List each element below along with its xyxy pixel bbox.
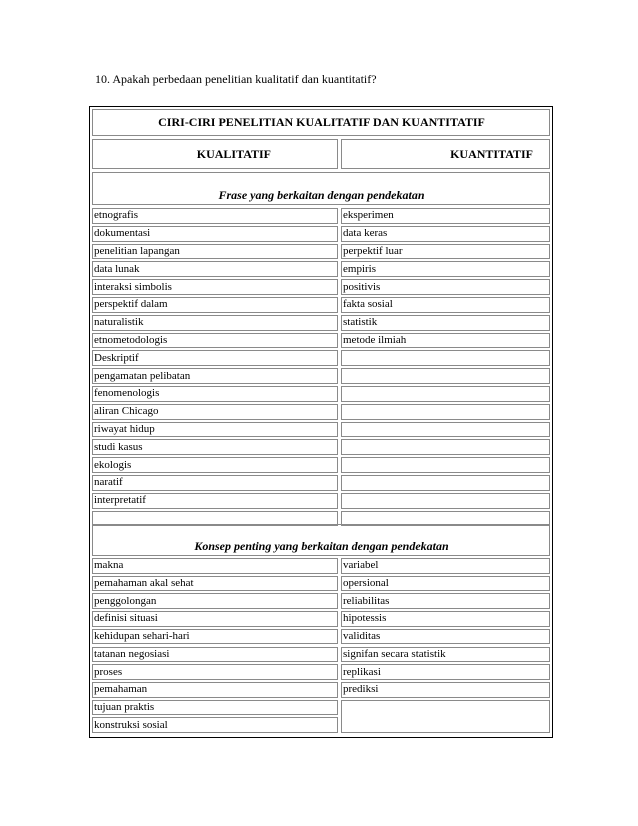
cell-kualitatif: konstruksi sosial <box>92 717 338 733</box>
section-header-row <box>92 524 550 556</box>
cell-kuantitatif <box>341 386 550 402</box>
table-row <box>92 700 550 716</box>
cell-kuantitatif <box>341 350 550 366</box>
cell-kuantitatif <box>341 368 550 384</box>
table-row <box>92 593 550 609</box>
cell-kuantitatif: variabel <box>341 558 550 574</box>
cell-kuantitatif <box>341 475 550 491</box>
table-row <box>92 457 550 473</box>
table-row <box>92 386 550 402</box>
column-header-kuantitatif: KUANTITATIF <box>341 139 550 169</box>
cell-kuantitatif: hipotessis <box>341 611 550 627</box>
table-row <box>92 629 550 645</box>
section-title-frase: Frase yang berkaitan dengan pendekatan <box>92 172 550 205</box>
cell-kualitatif: pengamatan pelibatan <box>92 368 338 384</box>
cell-kuantitatif <box>341 422 550 438</box>
cell-kualitatif: aliran Chicago <box>92 404 338 420</box>
table-row <box>92 226 550 242</box>
cell-kualitatif: data lunak <box>92 261 338 277</box>
cell-kuantitatif: opersional <box>341 576 550 592</box>
cell-kualitatif: perspektif dalam <box>92 297 338 313</box>
cell-kualitatif: Deskriptif <box>92 350 338 366</box>
cell-kuantitatif: fakta sosial <box>341 297 550 313</box>
section-header-row <box>92 172 550 205</box>
cell-kuantitatif: validitas <box>341 629 550 645</box>
cell-kualitatif: studi kasus <box>92 439 338 455</box>
table-title: CIRI-CIRI PENELITIAN KUALITATIF DAN KUANTITATIF <box>92 109 550 136</box>
table-row <box>92 350 550 366</box>
cell-kuantitatif: data keras <box>341 226 550 242</box>
table-row <box>92 493 550 509</box>
table-row <box>92 647 550 663</box>
table-row <box>92 475 550 491</box>
cell-kuantitatif <box>341 439 550 455</box>
cell-kualitatif: dokumentasi <box>92 226 338 242</box>
question-text: 10. Apakah perbedaan penelitian kualitatif dan kuantitatif? <box>95 72 377 86</box>
cell-kuantitatif: eksperimen <box>341 208 550 224</box>
cell-kualitatif: tatanan negosiasi <box>92 647 338 663</box>
table-row <box>92 261 550 277</box>
cell-kualitatif: pemahaman akal sehat <box>92 576 338 592</box>
table-row <box>92 244 550 260</box>
cell-kualitatif: tujuan praktis <box>92 700 338 716</box>
cell-kualitatif: etnografis <box>92 208 338 224</box>
cell-kuantitatif: perpektif luar <box>341 244 550 260</box>
cell-kualitatif: etnometodologis <box>92 333 338 349</box>
table-row <box>92 664 550 680</box>
cell-kualitatif: definisi situasi <box>92 611 338 627</box>
cell-kualitatif: interaksi simbolis <box>92 279 338 295</box>
cell-kuantitatif: positivis <box>341 279 550 295</box>
cell-kualitatif: penelitian lapangan <box>92 244 338 260</box>
cell-kualitatif: makna <box>92 558 338 574</box>
table-row <box>92 315 550 331</box>
cell-kuantitatif: metode ilmiah <box>341 333 550 349</box>
table-row <box>92 422 550 438</box>
cell-kuantitatif: reliabilitas <box>341 593 550 609</box>
table-row <box>92 404 550 420</box>
cell-kualitatif: naratif <box>92 475 338 491</box>
cell-kualitatif: naturalistik <box>92 315 338 331</box>
cell-kualitatif: pemahaman <box>92 682 338 698</box>
cell-kuantitatif <box>341 493 550 509</box>
cell-kuantitatif: statistik <box>341 315 550 331</box>
cell-kuantitatif <box>341 457 550 473</box>
cell-kualitatif: riwayat hidup <box>92 422 338 438</box>
cell-kualitatif: interpretatif <box>92 493 338 509</box>
cell-kuantitatif: prediksi <box>341 682 550 698</box>
cell-kuantitatif: empiris <box>341 261 550 277</box>
cell-kualitatif: penggolongan <box>92 593 338 609</box>
cell-kualitatif: ekologis <box>92 457 338 473</box>
column-header-row <box>92 139 550 169</box>
table-row <box>92 279 550 295</box>
table-row <box>92 208 550 224</box>
table-row <box>92 611 550 627</box>
table-row <box>92 297 550 313</box>
cell-kualitatif: kehidupan sehari-hari <box>92 629 338 645</box>
table-row <box>92 682 550 698</box>
table-title-row <box>92 109 550 136</box>
table-row <box>92 368 550 384</box>
table-row <box>92 333 550 349</box>
cell-kuantitatif: signifan secara statistik <box>341 647 550 663</box>
cell-kuantitatif <box>341 404 550 420</box>
cell-kualitatif: proses <box>92 664 338 680</box>
section-title-konsep: Konsep penting yang berkaitan dengan pendekatan <box>92 524 550 556</box>
cell-kualitatif: fenomenologis <box>92 386 338 402</box>
column-header-kualitatif: KUALITATIF <box>92 139 338 169</box>
table-row <box>92 558 550 574</box>
cell-kuantitatif: replikasi <box>341 664 550 680</box>
table-row <box>92 439 550 455</box>
table-row <box>92 576 550 592</box>
table-row <box>92 717 550 733</box>
